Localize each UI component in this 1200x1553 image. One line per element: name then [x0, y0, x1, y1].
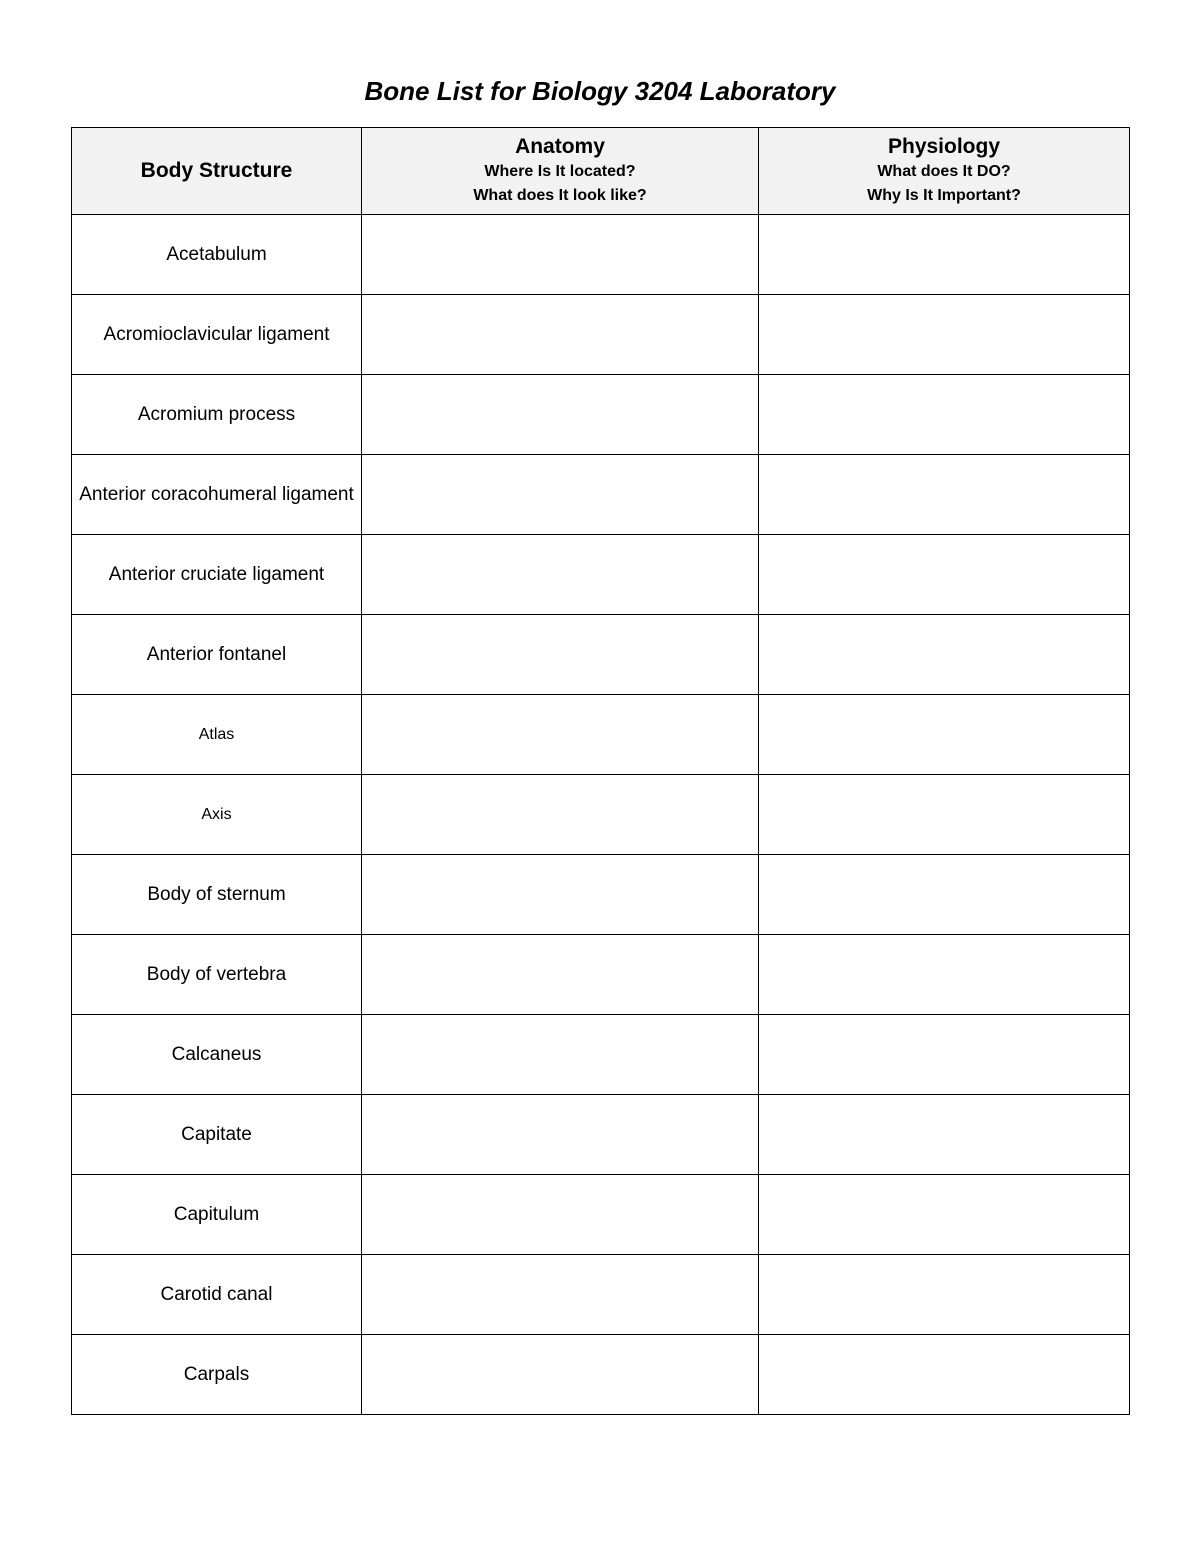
header-body-structure-label: Body Structure [140, 159, 293, 182]
anatomy-cell[interactable] [362, 855, 759, 935]
anatomy-cell[interactable] [362, 615, 759, 695]
header-anatomy [362, 128, 759, 215]
table-row [72, 455, 1130, 535]
table-row [72, 935, 1130, 1015]
physiology-cell[interactable] [759, 1175, 1130, 1255]
physiology-cell[interactable] [759, 695, 1130, 775]
physiology-cell[interactable] [759, 615, 1130, 695]
physiology-cell[interactable] [759, 215, 1130, 295]
header-physiology-question-1: What does It DO? [877, 163, 1011, 180]
table-row [72, 1255, 1130, 1335]
structure-cell: Anterior fontanel [72, 615, 362, 695]
anatomy-cell[interactable] [362, 295, 759, 375]
header-body-structure [72, 128, 362, 215]
table-row [72, 615, 1130, 695]
physiology-cell[interactable] [759, 855, 1130, 935]
table-row [72, 1015, 1130, 1095]
table-row [72, 1175, 1130, 1255]
physiology-cell[interactable] [759, 1335, 1130, 1415]
header-physiology-label: Physiology [887, 135, 1001, 158]
anatomy-cell[interactable] [362, 775, 759, 855]
header-physiology [759, 128, 1130, 215]
anatomy-cell[interactable] [362, 695, 759, 775]
physiology-cell[interactable] [759, 775, 1130, 855]
header-physiology-question-2: Why Is It Important? [867, 187, 1021, 204]
table-header-row [72, 128, 1130, 215]
structure-cell: Acetabulum [72, 215, 362, 295]
anatomy-cell[interactable] [362, 375, 759, 455]
structure-cell: Anterior cruciate ligament [72, 535, 362, 615]
table-row [72, 375, 1130, 455]
structure-cell: Atlas [72, 695, 362, 775]
physiology-cell[interactable] [759, 295, 1130, 375]
table-row [72, 775, 1130, 855]
structure-cell: Body of vertebra [72, 935, 362, 1015]
structure-cell: Carpals [72, 1335, 362, 1415]
structure-cell: Acromium process [72, 375, 362, 455]
anatomy-cell[interactable] [362, 935, 759, 1015]
anatomy-cell[interactable] [362, 1255, 759, 1335]
table-row [72, 1335, 1130, 1415]
header-anatomy-question-1: Where Is It located? [484, 163, 636, 180]
anatomy-cell[interactable] [362, 1015, 759, 1095]
physiology-cell[interactable] [759, 1255, 1130, 1335]
physiology-cell[interactable] [759, 1015, 1130, 1095]
bone-list-table [71, 127, 1130, 1415]
anatomy-cell[interactable] [362, 1095, 759, 1175]
physiology-cell[interactable] [759, 375, 1130, 455]
table-row [72, 855, 1130, 935]
anatomy-cell[interactable] [362, 1335, 759, 1415]
table-row [72, 215, 1130, 295]
structure-cell: Body of sternum [72, 855, 362, 935]
table-row [72, 1095, 1130, 1175]
structure-cell: Capitulum [72, 1175, 362, 1255]
anatomy-cell[interactable] [362, 455, 759, 535]
header-anatomy-label: Anatomy [515, 135, 605, 158]
structure-cell: Calcaneus [72, 1015, 362, 1095]
structure-cell: Carotid canal [72, 1255, 362, 1335]
physiology-cell[interactable] [759, 1095, 1130, 1175]
anatomy-cell[interactable] [362, 1175, 759, 1255]
structure-cell: Anterior coracohumeral ligament [72, 455, 362, 535]
table-row [72, 295, 1130, 375]
table-row [72, 535, 1130, 615]
physiology-cell[interactable] [759, 535, 1130, 615]
page-title: Bone List for Biology 3204 Laboratory [364, 76, 836, 106]
table-row [72, 695, 1130, 775]
anatomy-cell[interactable] [362, 535, 759, 615]
anatomy-cell[interactable] [362, 215, 759, 295]
physiology-cell[interactable] [759, 935, 1130, 1015]
header-anatomy-question-2: What does It look like? [473, 187, 647, 204]
structure-cell: Axis [72, 775, 362, 855]
physiology-cell[interactable] [759, 455, 1130, 535]
structure-cell: Acromioclavicular ligament [72, 295, 362, 375]
structure-cell: Capitate [72, 1095, 362, 1175]
